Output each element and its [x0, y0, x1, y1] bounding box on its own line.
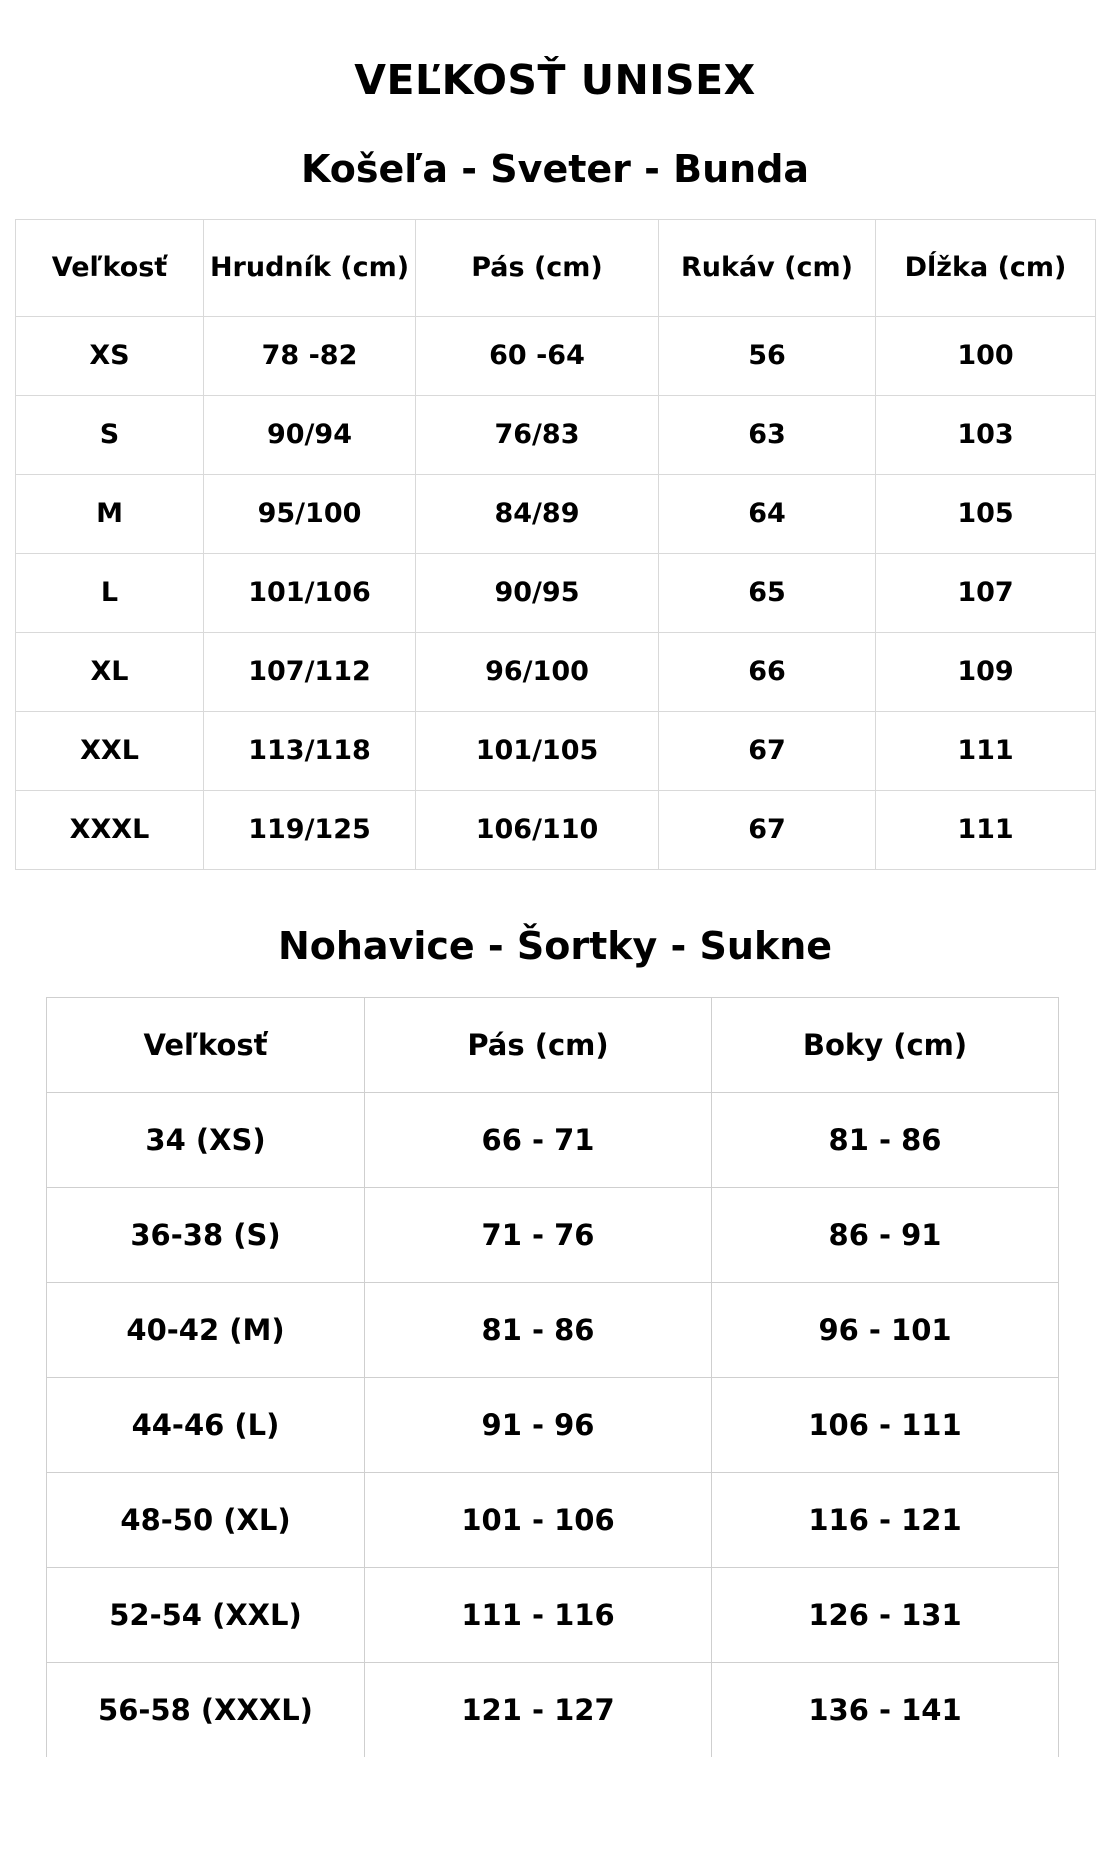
cell-size: XXXL: [16, 790, 204, 869]
cell-size: 36-38 (S): [47, 1188, 365, 1283]
bottom-spacer: [0, 1757, 1110, 1767]
cell-length: 109: [876, 632, 1096, 711]
cell-size: S: [16, 395, 204, 474]
page-title: VEĽKOSŤ UNISEX: [354, 56, 756, 104]
cell-waist: 111 - 116: [365, 1568, 712, 1663]
bottoms-size-table: [46, 997, 1059, 1757]
cell-sleeve: 67: [659, 711, 876, 790]
cell-sleeve: 64: [659, 474, 876, 553]
cell-size: XL: [16, 632, 204, 711]
cell-length: 111: [876, 711, 1096, 790]
column-header-waist: Pás (cm): [365, 998, 712, 1093]
cell-size: 56-58 (XXXL): [47, 1663, 365, 1758]
cell-length: 100: [876, 316, 1096, 395]
table-row: [47, 1378, 1059, 1473]
column-header-size: Veľkosť: [47, 998, 365, 1093]
cell-size: M: [16, 474, 204, 553]
cell-sleeve: 67: [659, 790, 876, 869]
cell-size: XXL: [16, 711, 204, 790]
cell-waist: 91 - 96: [365, 1378, 712, 1473]
tops-size-table: [15, 219, 1096, 870]
cell-waist: 96/100: [416, 632, 659, 711]
cell-size: 52-54 (XXL): [47, 1568, 365, 1663]
table-header-row: [47, 998, 1059, 1093]
cell-waist: 121 - 127: [365, 1663, 712, 1758]
column-header-hips: Boky (cm): [712, 998, 1059, 1093]
cell-chest: 101/106: [204, 553, 416, 632]
cell-hips: 96 - 101: [712, 1283, 1059, 1378]
column-header-size: Veľkosť: [16, 219, 204, 316]
cell-sleeve: 63: [659, 395, 876, 474]
cell-size: L: [16, 553, 204, 632]
cell-size: 34 (XS): [47, 1093, 365, 1188]
cell-sleeve: 65: [659, 553, 876, 632]
column-header-length: Dĺžka (cm): [876, 219, 1096, 316]
table-row: [47, 1188, 1059, 1283]
size-chart-page: [0, 56, 1110, 1767]
table-header-row: [16, 219, 1096, 316]
cell-hips: 126 - 131: [712, 1568, 1059, 1663]
table-row: [16, 553, 1096, 632]
cell-length: 111: [876, 790, 1096, 869]
table-row: [47, 1663, 1059, 1758]
column-header-chest: Hrudník (cm): [204, 219, 416, 316]
cell-chest: 95/100: [204, 474, 416, 553]
cell-chest: 113/118: [204, 711, 416, 790]
cell-hips: 81 - 86: [712, 1093, 1059, 1188]
cell-sleeve: 66: [659, 632, 876, 711]
cell-waist: 66 - 71: [365, 1093, 712, 1188]
cell-waist: 101 - 106: [365, 1473, 712, 1568]
table-row: [16, 474, 1096, 553]
cell-hips: 116 - 121: [712, 1473, 1059, 1568]
cell-waist: 90/95: [416, 553, 659, 632]
cell-waist: 81 - 86: [365, 1283, 712, 1378]
cell-waist: 60 -64: [416, 316, 659, 395]
section-title-tops: Košeľa - Sveter - Bunda: [300, 147, 810, 192]
cell-hips: 136 - 141: [712, 1663, 1059, 1758]
cell-chest: 119/125: [204, 790, 416, 869]
cell-hips: 106 - 111: [712, 1378, 1059, 1473]
cell-size: 44-46 (L): [47, 1378, 365, 1473]
table-row: [16, 711, 1096, 790]
table-row: [16, 395, 1096, 474]
table-row: [47, 1568, 1059, 1663]
table-row: [16, 790, 1096, 869]
cell-size: 48-50 (XL): [47, 1473, 365, 1568]
table-row: [47, 1283, 1059, 1378]
table-row: [47, 1093, 1059, 1188]
cell-waist: 101/105: [416, 711, 659, 790]
cell-waist: 71 - 76: [365, 1188, 712, 1283]
cell-size: XS: [16, 316, 204, 395]
cell-length: 105: [876, 474, 1096, 553]
cell-chest: 107/112: [204, 632, 416, 711]
cell-size: 40-42 (M): [47, 1283, 365, 1378]
cell-chest: 90/94: [204, 395, 416, 474]
table-row: [16, 316, 1096, 395]
cell-waist: 84/89: [416, 474, 659, 553]
cell-length: 103: [876, 395, 1096, 474]
cell-waist: 106/110: [416, 790, 659, 869]
section-title-bottoms: Nohavice - Šortky - Sukne: [277, 923, 833, 968]
table-row: [16, 632, 1096, 711]
cell-hips: 86 - 91: [712, 1188, 1059, 1283]
column-header-waist: Pás (cm): [416, 219, 659, 316]
cell-chest: 78 -82: [204, 316, 416, 395]
table-row: [47, 1473, 1059, 1568]
cell-waist: 76/83: [416, 395, 659, 474]
cell-sleeve: 56: [659, 316, 876, 395]
column-header-sleeve: Rukáv (cm): [659, 219, 876, 316]
cell-length: 107: [876, 553, 1096, 632]
